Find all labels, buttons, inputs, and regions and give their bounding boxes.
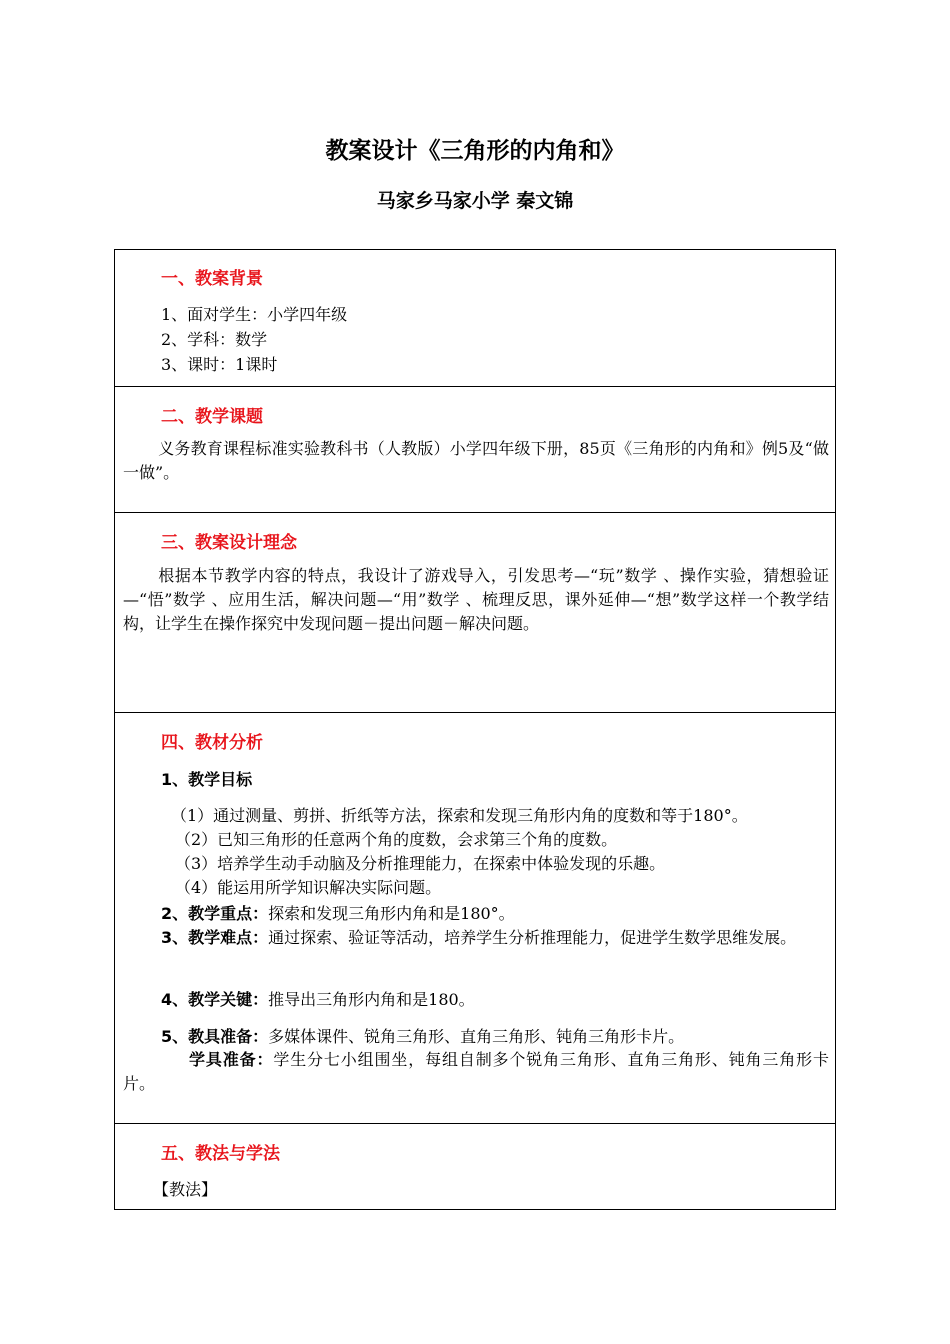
subheading-goals: 1、教学目标 (161, 770, 253, 789)
section-paragraph: 义务教育课程标准实验教科书（人教版）小学四年级下册，85页《三角形的内角和》例5及“做一做”。 (123, 439, 829, 482)
list-item: 2、学科：数学 (161, 330, 268, 349)
section-heading: 四、教材分析 (161, 733, 263, 753)
section-heading: 五、教法与学法 (161, 1144, 280, 1164)
difficult-point-text: 通过探索、验证等活动，培养学生分析推理能力，促进学生数学思维发展。 (268, 928, 797, 947)
goal-item: （4）能运用所学知识解决实际问题。 (175, 878, 442, 897)
section-design-concept (115, 513, 835, 713)
section-topic (115, 387, 835, 513)
teaching-tools-text: 多媒体课件、锐角三角形、直角三角形、钝角三角形卡片。 (268, 1027, 685, 1046)
author-line: 马家乡马家小学 秦文锦 (376, 190, 574, 212)
key-point-text: 探索和发现三角形内角和是180°。 (268, 904, 515, 923)
teaching-tools (161, 1024, 684, 1047)
section-background (115, 250, 835, 387)
crux-point-text: 推导出三角形内角和是180。 (268, 990, 475, 1009)
section-heading: 一、教案背景 (161, 269, 263, 289)
learning-tools-text: 学生分七小组围坐，每组自制多个锐角三角形、直角三角形、钝角三角形卡片。 (123, 1050, 829, 1093)
list-item: 3、课时：1课时 (161, 355, 278, 374)
goal-item: （1）通过测量、剪拼、折纸等方法，探索和发现三角形内角的度数和等于180°。 (171, 806, 748, 825)
section-material-analysis (115, 713, 835, 1124)
lesson-plan-table (114, 249, 836, 1210)
crux-point (161, 987, 475, 1010)
goal-item: （2）已知三角形的任意两个角的度数，会求第三个角的度数。 (175, 830, 618, 849)
list-item: 1、面对学生：小学四年级 (161, 305, 348, 324)
key-point-label: 2、教学重点： (161, 904, 269, 923)
section-methods (115, 1124, 835, 1209)
learning-tools-label: 学具准备： (189, 1050, 274, 1069)
difficult-point (123, 926, 829, 950)
section-paragraph: 根据本节教学内容的特点，我设计了游戏导入，引发思考—“玩”数学 、操作实验，猜想验证—“悟”数学 、应用生活，解决问题—“用”数学 、梳理反思，课外延伸—“想”数学这样一个教学结构，让学生在操作探究中发现问题－提出问题－解决问题。 (123, 566, 829, 633)
document-title: 教案设计《三角形的内角和》 (325, 138, 625, 164)
difficult-point-label: 3、教学难点： (161, 928, 269, 947)
section-heading: 三、教案设计理念 (161, 533, 297, 553)
section-heading: 二、教学课题 (161, 407, 263, 427)
key-point (161, 901, 515, 924)
goal-item: （3）培养学生动手动脑及分析推理能力，在探索中体验发现的乐趣。 (175, 854, 666, 873)
teaching-tools-label: 5、教具准备： (161, 1027, 269, 1046)
learning-tools (123, 1048, 829, 1096)
subheading-teaching-method: 【教法】 (153, 1180, 218, 1199)
crux-point-label: 4、教学关键： (161, 990, 269, 1009)
